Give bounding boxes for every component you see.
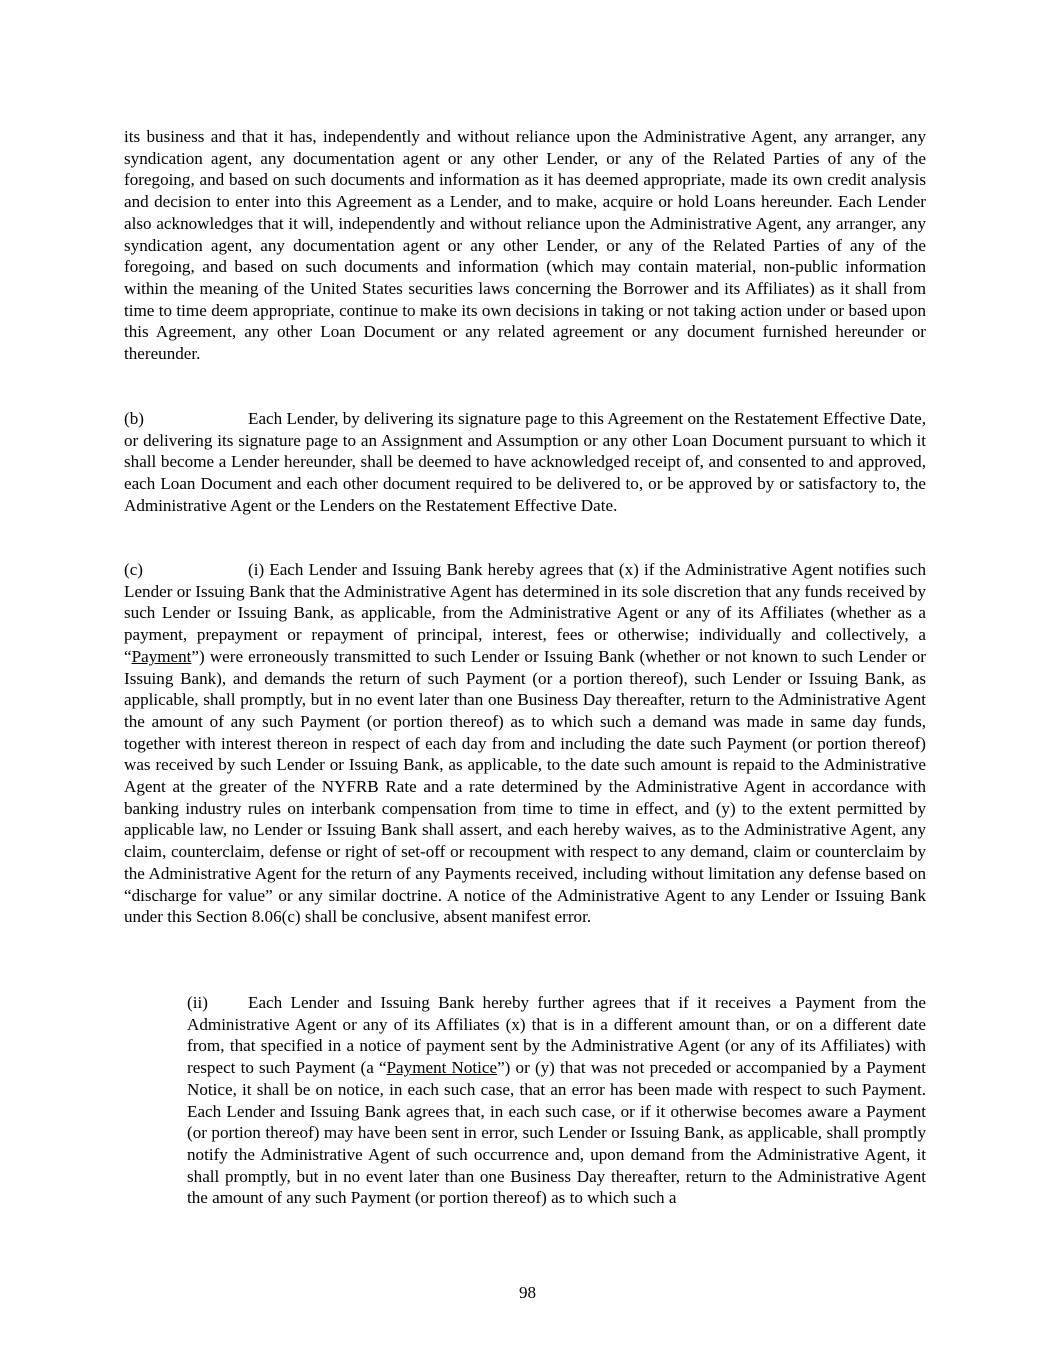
paragraph-c-indent xyxy=(124,559,248,581)
paragraph-intro-text: its business and that it has, independently and without reliance upon the Administrative Agent, any arranger, any syndication agent, any documentation agent or any other Lender, or any of the Related Parties of any of the foregoing, and based on such documents and information as it has deemed appropriate, made its own credit analysis and decision to enter into this Agreement as a Lender, and to make, acquire or hold Loans hereunder. Each Lender also acknowledges that it will, independently and without reliance upon the Administrative Agent, any arranger, any syndication agent, any documentation agent or any other Lender, or any of the Related Parties of any of the foregoing, and based on such documents and information (which may contain material, non-public information within the meaning of the United States securities laws concerning the Borrower and its Affiliates) as it shall from time to time deem appropriate, continue to make its own decisions in taking or not taking action under or based upon this Agreement, any other Loan Document or any related agreement or any document furnished hereunder or thereunder. xyxy=(124,127,926,364)
paragraph-b-label: (b) xyxy=(124,409,144,428)
defined-term-payment: Payment xyxy=(131,646,192,666)
paragraph-b xyxy=(124,408,926,517)
paragraph-c-ii-text-1: Each Lender and Issuing Bank hereby further agrees that if it receives a Payment from the Administrative Agent or any of its Affiliates (x) that is in a different amount than, or on a different date from, that specified in a notice of payment sent by the Administrative Agent (or any of its Affiliates) with respect to such Payment (a “ xyxy=(187,993,926,1078)
paragraph-c-label: (c) xyxy=(124,560,143,579)
paragraph-b-text: Each Lender, by delivering its signature page to this Agreement on the Restatement Effective Date, or delivering its signature page to an Assignment and Assumption or any other Loan Document pursuant to which it shall become a Lender hereunder, shall be deemed to have acknowledged receipt of, and consented to and approved, each Loan Document and each other document required to be delivered to, or be approved by or satisfactory to, the Administrative Agent or the Lenders on the Restatement Effective Date. xyxy=(124,409,926,515)
page-number: 98 xyxy=(518,1283,537,1302)
paragraph-c xyxy=(124,559,926,928)
paragraph-b-indent xyxy=(124,408,248,430)
paragraph-c-ii-text-2: ”) or (y) that was not preceded or accompanied by a Payment Notice, it shall be on notice, in each such case, that an error has been made with respect to such Payment. Each Lender and Issuing Bank agrees that, in each such case, or if it otherwise becomes aware a Payment (or portion thereof) may have been sent in error, such Lender or Issuing Bank, as applicable, shall promptly notify the Administrative Agent of such occurrence and, upon demand from the Administrative Agent, it shall promptly, but in no event later than one Business Day thereafter, return to the Administrative Agent the amount of any such Payment (or portion thereof) as to which such a xyxy=(187,1058,926,1208)
defined-term-payment-notice: Payment Notice xyxy=(386,1058,498,1078)
paragraph-c-text-2: ”) were erroneously transmitted to such Lender or Issuing Bank (whether or not known to such Lender or Issuing Bank), and demands the return of such Payment (or a portion thereof), such Lender or Issuing Bank, as applicable, shall promptly, but in no event later than one Business Day thereafter, return to the Administrative Agent the amount of any such Payment (or portion thereof) as to which such a demand was made in same day funds, together with interest thereon in respect of each day from and including the date such Payment (or portion thereof) was received by such Lender or Issuing Bank, as applicable, to the date such amount is repaid to the Administrative Agent at the greater of the NYFRB Rate and a rate determined by the Administrative Agent in accordance with banking industry rules on interbank compensation from time to time in effect, and (y) to the extent permitted by applicable law, no Lender or Issuing Bank shall assert, and each hereby waives, as to the Administrative Agent, any claim, counterclaim, defense or right of set-off or recoupment with respect to any demand, claim or counterclaim by the Administrative Agent for the return of any Payments received, including without limitation any defense based on “discharge for value” or any similar doctrine. A notice of the Administrative Agent to any Lender or Issuing Bank under this Section 8.06(c) shall be conclusive, absent manifest error. xyxy=(124,646,926,927)
paragraph-c-ii-indent xyxy=(187,992,248,1014)
paragraph-c-ii-label: (ii) xyxy=(187,993,208,1012)
paragraph-intro xyxy=(124,126,926,365)
paragraph-c-ii xyxy=(187,992,926,1209)
paragraph-c-text-1: (i) Each Lender and Issuing Bank hereby agrees that (x) if the Administrative Agent notifies such Lender or Issuing Bank that the Administrative Agent has determined in its sole discretion that any funds received by such Lender or Issuing Bank, as applicable, from the Administrative Agent or any of its Affiliates (whether as a payment, prepayment or repayment of principal, interest, fees or otherwise; individually and collectively, a “ xyxy=(124,560,926,666)
